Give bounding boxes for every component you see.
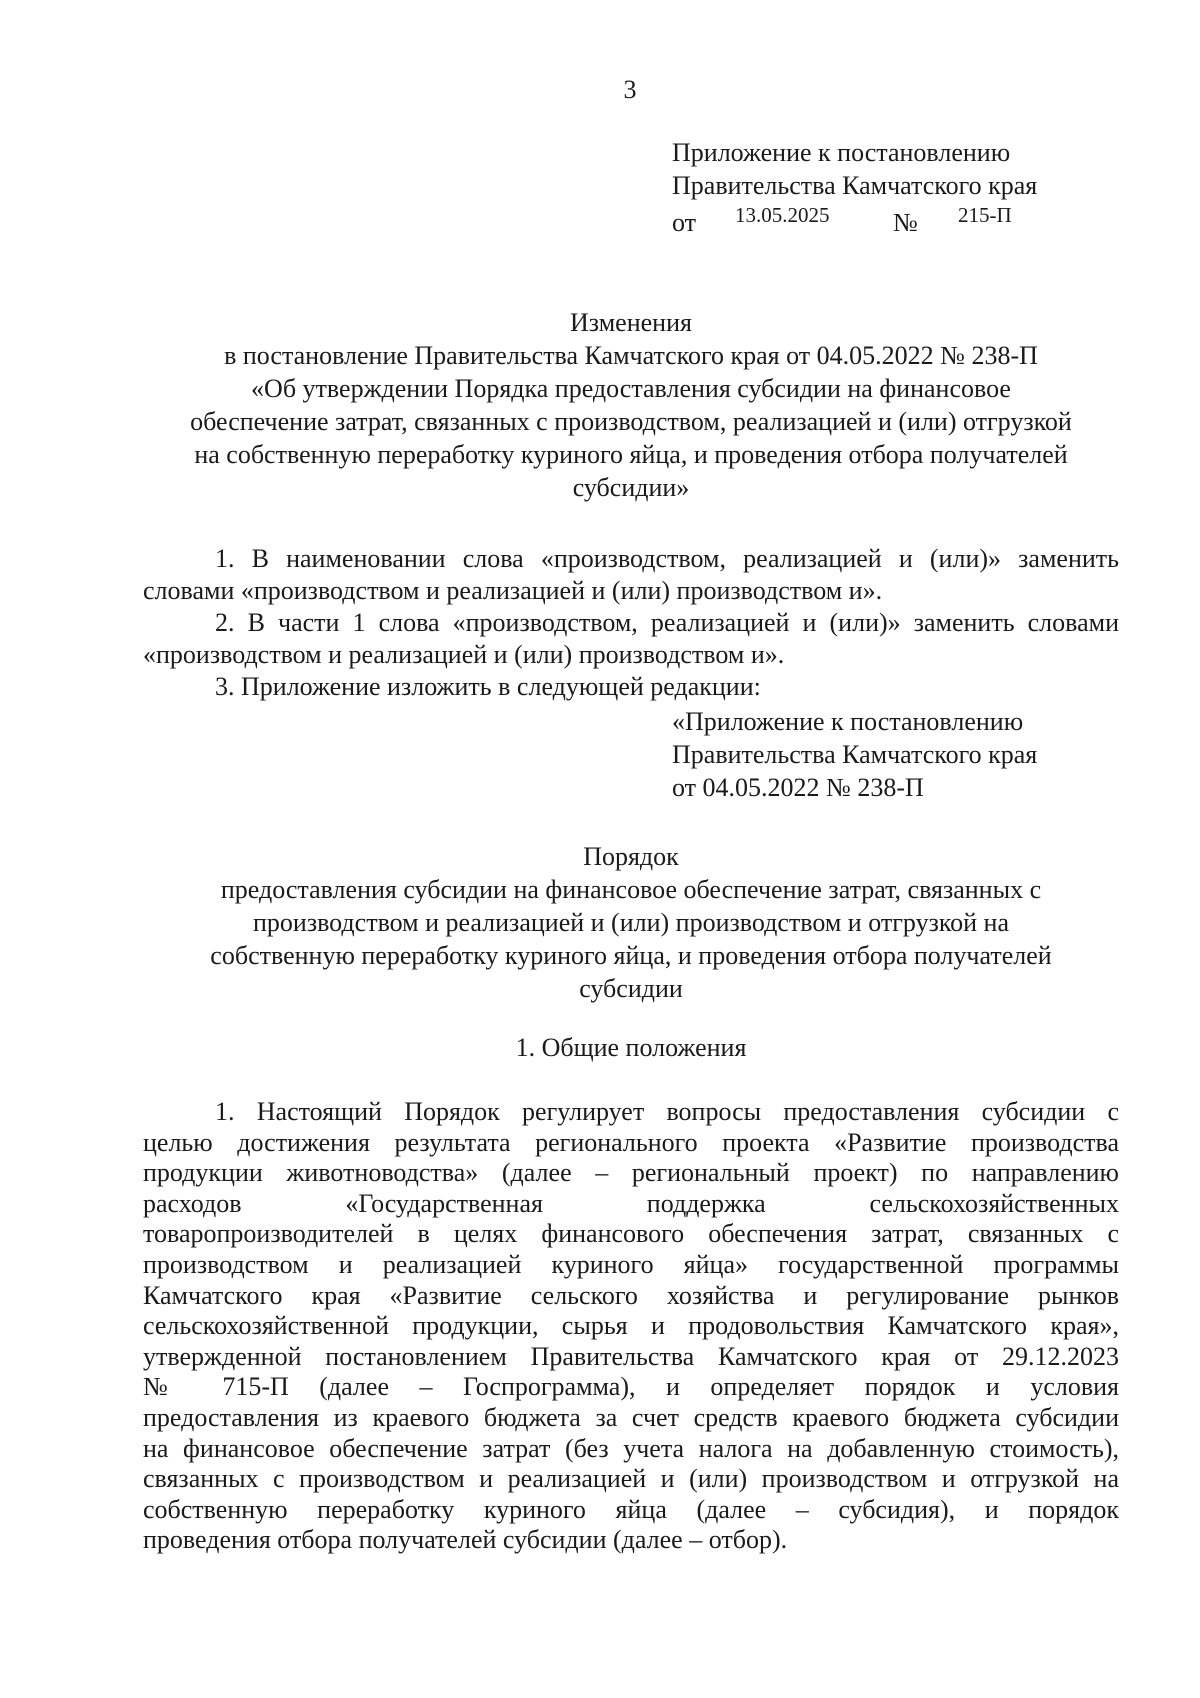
item2-line1: 2. В части 1 слова «производством, реализацией и (или)» заменить словами xyxy=(215,608,1119,637)
paragraph-line: на финансовое обеспечение затрат (без учета налога на добавленную стоимость), xyxy=(143,1433,1119,1463)
order-heading: Порядок xyxy=(583,842,679,871)
paragraph-line: расходов «Государственная поддержка сельскохозяйственных xyxy=(143,1188,1119,1218)
appendix-header-line2: Правительства Камчатского края xyxy=(672,171,1038,200)
changes-title-line: «Об утверждении Порядка предоставления субсидии на финансовое xyxy=(251,374,1011,403)
changes-title-line: на собственную переработку куриного яйца, и проведения отбора получателей xyxy=(194,440,1068,469)
changes-title-line: обеспечение затрат, связанных с производством, реализацией и (или) отгрузкой xyxy=(190,407,1072,436)
appendix-from-label: от xyxy=(672,208,697,237)
changes-heading: Изменения xyxy=(570,308,692,337)
change-items xyxy=(143,543,1119,703)
paragraph-line: собственную переработку куриного яйца (далее – субсидия), и порядок xyxy=(143,1494,1119,1524)
order-title-line: собственную переработку куриного яйца, и проведения отбора получателей xyxy=(210,941,1052,970)
paragraph-line: Камчатского края «Развитие сельского хозяйства и регулирование рынков xyxy=(143,1280,1119,1310)
order-title-line: производством и реализацией и (или) производством и отгрузкой на xyxy=(252,908,1010,937)
section-title: 1. Общие положения xyxy=(515,1033,747,1062)
new-appendix-header xyxy=(672,705,1037,804)
paragraph-line: № 715-П (далее – Госпрограмма), и определяет порядок и условия xyxy=(143,1372,1119,1402)
appendix-number: 215-П xyxy=(958,203,1012,227)
order-title xyxy=(120,840,1142,1005)
paragraph-line: товаропроизводителей в целях финансового обеспечения затрат, связанных с xyxy=(143,1219,1119,1249)
paragraph-line: продукции животноводства» (далее – региональный проект) по направлению xyxy=(143,1158,1119,1188)
paragraph-line: проведения отбора получателей субсидии (далее – отбор). xyxy=(143,1525,788,1555)
item1-line1: 1. В наименовании слова «производством, реализацией и (или)» заменить xyxy=(215,544,1119,573)
paragraph-line: предоставления из краевого бюджета за счет средств краевого бюджета субсидии xyxy=(143,1402,1119,1432)
item3: 3. Приложение изложить в следующей редакции: xyxy=(215,672,761,701)
new-appendix-line3: от 04.05.2022 № 238-П xyxy=(672,773,924,802)
paragraph-line: 1. Настоящий Порядок регулирует вопросы предоставления субсидии с xyxy=(215,1097,1119,1126)
paragraph-line: целью достижения результата регионального проекта «Развитие производства xyxy=(143,1127,1119,1157)
new-appendix-line1: «Приложение к постановлению xyxy=(672,707,1024,736)
item1-line2: словами «производством и реализацией и (или) производством и». xyxy=(143,576,883,605)
order-title-line: субсидии xyxy=(579,974,683,1003)
paragraph-line: производством и реализацией куриного яйца» государственной программы xyxy=(143,1249,1119,1279)
changes-title xyxy=(120,306,1142,504)
changes-title-line: в постановление Правительства Камчатского края от 04.05.2022 № 238-П xyxy=(224,341,1038,370)
changes-title-line: субсидии» xyxy=(572,473,690,502)
appendix-date: 13.05.2025 xyxy=(735,203,830,227)
new-appendix-line2: Правительства Камчатского края xyxy=(672,740,1038,769)
item2-line2: «производством и реализацией и (или) производством и». xyxy=(143,640,785,669)
paragraph-line: сельскохозяйственной продукции, сырья и продовольствия Камчатского края», xyxy=(143,1311,1119,1341)
appendix-header xyxy=(672,136,1037,202)
paragraph-line: утвержденной постановлением Правительства Камчатского края от 29.12.2023 xyxy=(143,1341,1119,1371)
page-number: 3 xyxy=(623,75,637,104)
paragraph-1 xyxy=(143,1097,1119,1556)
paragraph-line: связанных с производством и реализацией и (или) производством и отгрузкой на xyxy=(143,1464,1119,1494)
order-title-line: предоставления субсидии на финансовое обеспечение затрат, связанных с xyxy=(220,875,1042,904)
appendix-number-label: № xyxy=(893,208,918,237)
appendix-header-line1: Приложение к постановлению xyxy=(672,138,1011,167)
